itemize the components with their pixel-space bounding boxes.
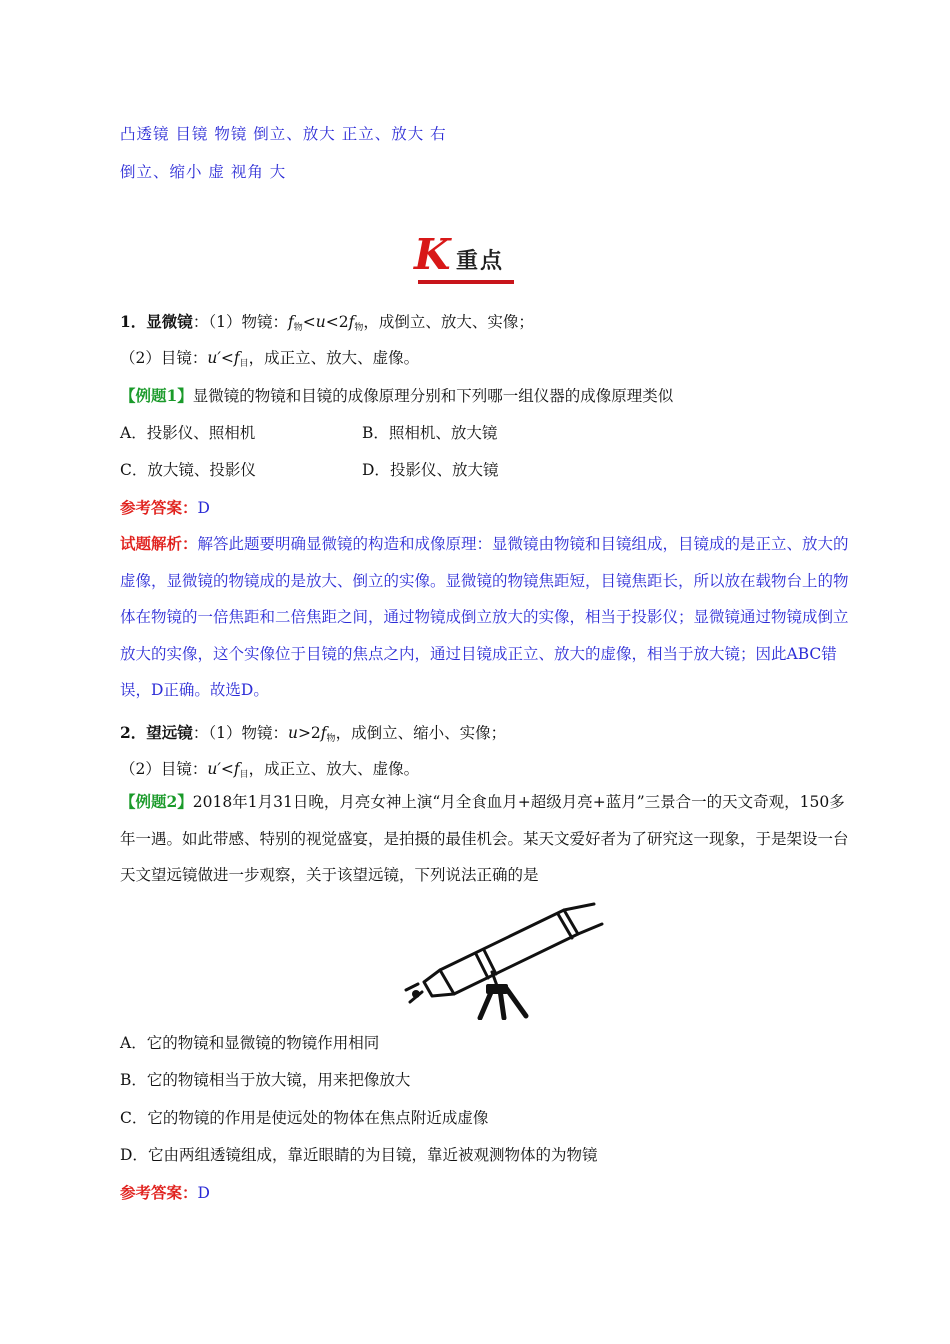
fill-answers-line-1: 凸透镜 目镜 物镜 倒立、放大 正立、放大 右 [120, 125, 447, 143]
example1-question: 【例题1】显微镜的物镜和目镜的成像原理分别和下列哪一组仪器的成像原理类似 [120, 386, 674, 405]
section1-line1: 1．显微镜：（1）物镜：$f_物<u<2f_物$，成倒立、放大、实像； [120, 312, 534, 333]
example1-option-b: B．照相机、放大镜 [362, 424, 498, 442]
example2-question: 【例题2】2018年1月31日晚，月亮女神上演“月全食血月+超级月亮+蓝月”三景合一的天文奇观，150多年一遇。如此带感、特别的视觉盛宴，是拍摄的最佳机会。某天文爱好者为了研究这一现象，于是架设一台天文望远镜做进一步观察，关于该望远镜，下列说法正确的是 [120, 792, 849, 884]
section1-heading: 显微镜 [146, 312, 193, 331]
example2-answer: 参考答案：D [120, 1183, 210, 1202]
section2-heading: 望远镜 [146, 723, 193, 742]
fill-answers-line-2: 倒立、缩小 虚 视角 大 [120, 163, 287, 181]
example2-option-d: D．它由两组透镜组成，靠近眼睛的为目镜，靠近被观测物体的为物镜 [120, 1146, 598, 1164]
section2-line1: 2．望远镜：（1）物镜：$u>2f_物$，成倒立、缩小、实像； [120, 723, 507, 744]
telescope-tube [440, 910, 578, 994]
example1-option-c: C．放大镜、投影仪 [120, 461, 256, 479]
example1-option-d: D．投影仪、放大镜 [362, 461, 499, 479]
section2-line2: （2）目镜：$u'<f_目$，成正立、放大、虚像。 [120, 760, 420, 780]
example1-analysis-label: 试题解析： [120, 534, 198, 553]
example1-option-a: A．投影仪、照相机 [120, 424, 256, 442]
example1-label: 【例题1】 [120, 386, 193, 405]
key-points-underline [418, 280, 514, 284]
telescope-eyepiece [424, 970, 454, 996]
telescope-illustration [388, 898, 606, 1020]
key-points-banner [414, 230, 518, 288]
section1-line2: （2）目镜：$u'<f_目$，成正立、放大、虚像。 [120, 349, 420, 369]
example1-analysis: 试题解析：解答此题要明确显微镜的构造和成像原理：显微镜由物镜和目镜组成，目镜成的是正立、放大的虚像，显微镜的物镜成的是放大、倒立的实像。显微镜的物镜焦距短，目镜焦距长，所以放在载物台上的物体在物镜的一倍焦距和二倍焦距之间，通过物镜成倒立放大的实像，相当于投影仪；显微镜通过物镜成倒立放大的实像，这个实像位于目镜的焦点之内，通过目镜成正立、放大的虚像，相当于放大镜；因此ABC错误，D正确。故选D。 [120, 534, 849, 699]
key-points-title: 重点 [456, 249, 505, 274]
example2-option-c: C．它的物镜的作用是使远处的物体在焦点附近成虚像 [120, 1109, 489, 1127]
example1-answer: 参考答案：D [120, 498, 210, 517]
example2-option-a: A．它的物镜和显微镜的物镜作用相同 [120, 1034, 380, 1052]
example2-label: 【例题2】 [120, 792, 193, 811]
example2-option-b: B．它的物镜相当于放大镜，用来把像放大 [120, 1071, 411, 1089]
key-points-letter: K [414, 230, 451, 279]
